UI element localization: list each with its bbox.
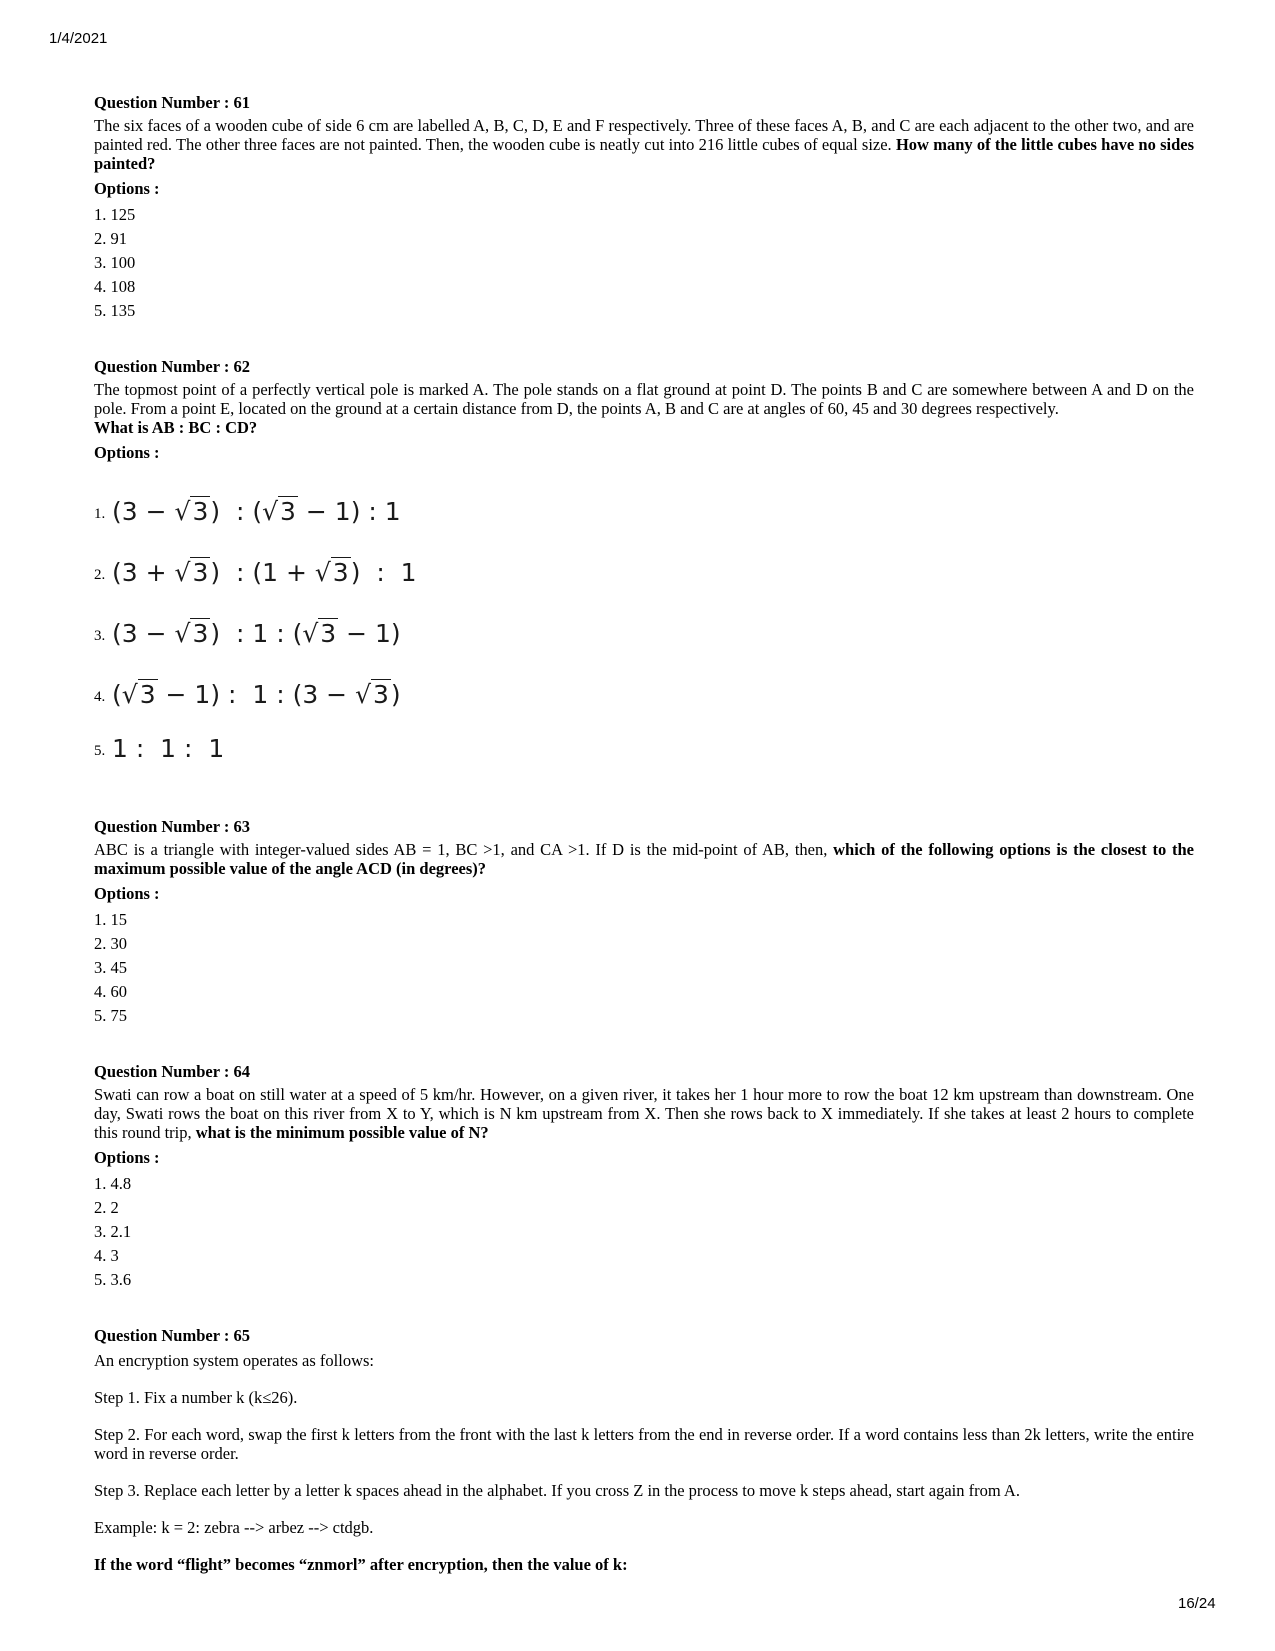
option-number: 2. — [94, 567, 106, 583]
option-item: 3. 45 — [94, 958, 127, 977]
option-item: 4. 3 — [94, 1246, 119, 1265]
option-number: 3. — [94, 628, 106, 644]
step-1: Step 1. Fix a number k (k≤26). — [94, 1388, 298, 1407]
question-number: Question Number : 65 — [94, 1326, 250, 1345]
question-prompt: What is AB : BC : CD? — [94, 418, 258, 437]
option-item — [94, 711, 1194, 765]
option-item: 2. 30 — [94, 934, 127, 953]
question-text: ABC is a triangle with integer-valued sides AB = 1, BC >1, and CA >1. If D is the mid-point of AB, then, which of the following options is the closest to the maximum possible value of the angle ACD (in degrees)? — [94, 840, 1194, 878]
step-3: Step 3. Replace each letter by a letter k spaces ahead in the alphabet. If you cross Z in the process to move k steps ahead, start again from A. — [94, 1481, 1020, 1500]
question-prompt: How many of the little cubes have no sides painted? — [94, 135, 1195, 173]
header-date: 1/4/2021 — [49, 30, 108, 47]
option-formula-image: (3 − √3) : (√3 − 1) : 1 — [112, 497, 401, 526]
option-item — [94, 650, 1194, 711]
question-text: Swati can row a boat on still water at a speed of 5 km/hr. However, on a given river, it takes her 1 hour more to row the boat 12 km upstream than downstream. One day, Swati rows the boat on this river from X to Y, which is N km upstream from X. Then she rows back to X immediately. If she takes at least 2 hours to complete this round trip, what is the minimum possible value of N? — [94, 1085, 1194, 1142]
option-item: 3. 2.1 — [94, 1222, 132, 1241]
question-62 — [94, 357, 1194, 765]
question-61 — [94, 93, 1194, 323]
question-list — [94, 93, 1194, 1574]
question-number: Question Number : 62 — [94, 357, 250, 376]
question-number: Question Number : 61 — [94, 93, 250, 112]
question-65 — [94, 1326, 1194, 1574]
option-item — [94, 589, 1194, 650]
option-item: 1. 15 — [94, 910, 127, 929]
option-item: 1. 125 — [94, 205, 136, 224]
options-heading: Options : — [94, 443, 160, 462]
question-63 — [94, 817, 1194, 1028]
option-number: 1. — [94, 506, 106, 522]
question-prompt: what is the minimum possible value of N? — [195, 1123, 489, 1142]
question-prompt: If the word “flight” becomes “znmorl” after encryption, then the value of k: — [94, 1555, 628, 1574]
option-formula-image: (3 − √3) : 1 : (√3 − 1) — [112, 619, 401, 648]
options-heading: Options : — [94, 179, 160, 198]
options-heading: Options : — [94, 884, 160, 903]
option-item: 5. 135 — [94, 301, 136, 320]
option-formula-image: (3 + √3) : (1 + √3) : 1 — [112, 558, 417, 587]
question-text: The topmost point of a perfectly vertical pole is marked A. The pole stands on a flat ground at point D. The points B and C are somewhere between A and D on the pole. From a point E, located on the ground at a certain distance from D, the points A, B and C are at angles of 60, 45 and 30 degrees respectively. What is AB : BC : CD? — [94, 380, 1194, 437]
example: Example: k = 2: zebra --> arbez --> ctdgb. — [94, 1518, 374, 1537]
option-item — [94, 528, 1194, 589]
option-item — [94, 467, 1194, 528]
option-number: 5. — [94, 743, 106, 759]
option-item: 2. 2 — [94, 1198, 119, 1217]
question-number: Question Number : 64 — [94, 1062, 250, 1081]
option-formula-image: (√3 − 1) : 1 : (3 − √3) — [112, 680, 401, 709]
option-formula-image: 1 : 1 : 1 — [112, 734, 225, 763]
page-number: 16/24 — [1178, 1595, 1216, 1612]
option-item: 5. 3.6 — [94, 1270, 132, 1289]
option-item: 3. 100 — [94, 253, 136, 272]
option-item: 2. 91 — [94, 229, 127, 248]
question-prompt: which of the following options is the closest to the maximum possible value of the angle ACD (in degrees)? — [94, 840, 1194, 878]
question-64 — [94, 1062, 1194, 1292]
options-heading: Options : — [94, 1148, 160, 1167]
question-text: The six faces of a wooden cube of side 6 cm are labelled A, B, C, D, E and F respectively. Three of these faces A, B, and C are each adjacent to the other two, and are painted red. The other three faces are not painted. Then, the wooden cube is neatly cut into 216 little cubes of equal size. How many of the little cubes have no sides painted? — [94, 116, 1195, 173]
option-item: 5. 75 — [94, 1006, 127, 1025]
option-item: 1. 4.8 — [94, 1174, 132, 1193]
step-2: Step 2. For each word, swap the first k letters from the front with the last k letters from the end in reverse order. If a word contains less than 2k letters, write the entire word in reverse order. — [94, 1425, 1194, 1463]
question-number: Question Number : 63 — [94, 817, 250, 836]
option-item: 4. 108 — [94, 277, 136, 296]
option-number: 4. — [94, 689, 106, 705]
question-text: An encryption system operates as follows: — [94, 1351, 374, 1370]
option-item: 4. 60 — [94, 982, 127, 1001]
